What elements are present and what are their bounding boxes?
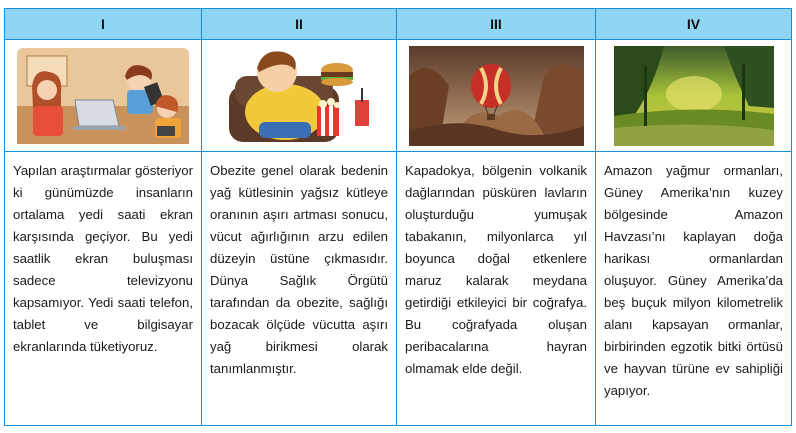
column-text-2: Obezite genel olarak bedenin yağ kütlesinin yağsız kütleye oranının aşırı artması sonucu, vücut ağırlığının arzu edilen düzeyin üstüne çıkmasıdır. Dünya Sağlık Örgütü tarafından da obezite, sağlığı bozacak ölçüde vücutta aşırı yağ birikmesi olarak tanımlanmıştır.	[202, 152, 397, 425]
image-cell-3	[397, 40, 596, 152]
obese-boy-eating-illustration	[219, 46, 379, 146]
column-text-3: Kapadokya, bölgenin volkanik dağlarından püsküren lavların oluşturduğu yumuşak tabakanın, milyonlarca yıl boyunca doğal etkenlere maruz kalarak meydana getirdiği etkileyici bir coğrafya. Bu coğrafyada oluşan peribacalarına hayran olmamak elde değil.	[397, 152, 596, 425]
column-text-1: Yapılan araştırmalar gösteriyor ki günümüzde insanların ortalama yedi saati ekran karşısında geçiyor. Bu yedi saatlik ekran buluşması sadece televizyonu kapsamıyor. Yedi saati telefon, tablet ve bilgisayar ekranlarında tüketiyoruz.	[5, 152, 202, 425]
family-screens-illustration	[17, 48, 189, 144]
image-cell-2	[202, 40, 397, 152]
cappadocia-balloon-photo	[409, 46, 584, 146]
column-header-4: IV	[596, 9, 791, 40]
amazon-rainforest-photo	[614, 46, 774, 146]
column-text-4: Amazon yağmur ormanları, Güney Amerika’nın kuzey bölgesinde Amazon Havzası’nı kaplayan doğa harikası ormanlardan oluşuyor. Güney Amerika’da beş buçuk milyon kilometrelik alanı kapsayan ormanlar, birbirinden egzotik bitki örtüsü ve hayvan türüne ev sahipliği yapıyor.	[604, 163, 783, 398]
image-cell-4	[596, 40, 791, 152]
image-cell-1	[5, 40, 202, 152]
column-header-3: III	[397, 9, 596, 40]
column-header-1: I	[5, 9, 202, 40]
column-header-2: II	[202, 9, 397, 40]
comparison-table	[4, 8, 792, 426]
